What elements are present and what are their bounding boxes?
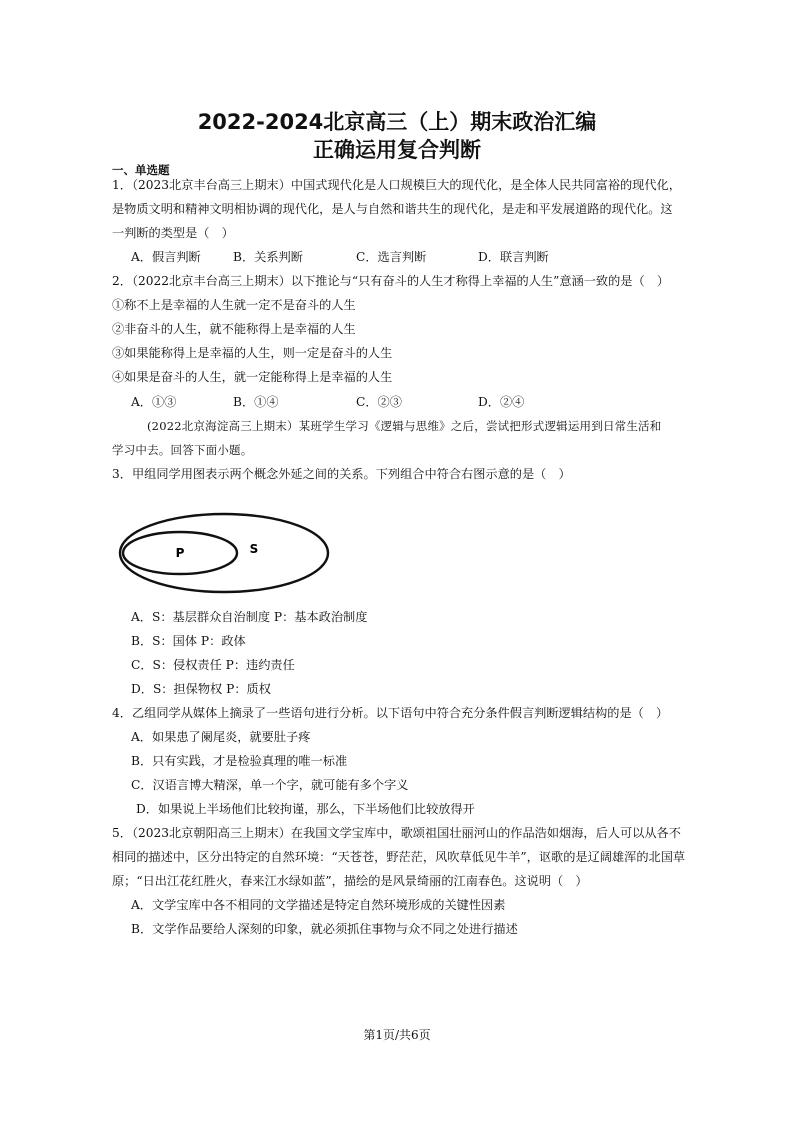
q2-item-1: ①称不上是幸福的人生就一定不是奋斗的人生: [112, 298, 356, 312]
q4-option-c: C．汉语言博大精深，单一个字，就可能有多个字义: [131, 778, 409, 792]
q2-option-d: D．②④: [478, 395, 525, 409]
q1-line-3: 一判断的类型是（ ）: [112, 226, 234, 240]
q5-option-a: A．文学宝库中各不相同的文学描述是特定自然环境形成的关键性因素: [131, 898, 506, 912]
q4-option-b: B．只有实践，才是检验真理的唯一标准: [131, 754, 348, 768]
q3-option-c: C．S：侵权责任 P：违约责任: [131, 658, 295, 672]
q1-option-b: B．关系判断: [233, 250, 303, 264]
q2-option-a: A．①③: [131, 395, 177, 409]
q2-item-4: ④如果是奋斗的人生，就一定能称得上是幸福的人生: [112, 370, 393, 384]
document-subtitle: 正确运用复合判断: [313, 138, 481, 162]
material-intro-line-1: (2022北京海淀高三上期末）某班学生学习《逻辑与思维》之后，尝试把形式逻辑运用到日常生活和: [147, 419, 662, 433]
q2-option-c: C．②③: [356, 395, 402, 409]
q1-option-d: D．联言判断: [478, 250, 549, 264]
q3-option-a: A．S：基层群众自治制度 P：基本政治制度: [131, 610, 368, 624]
q3-stem: 3．甲组同学用图表示两个概念外延之间的关系。下列组合中符合右图示意的是（ ）: [112, 467, 571, 481]
document-title: 2022-2024北京高三（上）期末政治汇编: [197, 110, 597, 134]
q5-line-2: 相同的描述中，区分出特定的自然环境：“天苍苍，野茫茫，风吹草低见牛羊”，讴歌的是辽阔雄浑的北国草: [112, 850, 686, 864]
label-p: P: [175, 546, 185, 560]
q2-item-3: ③如果能称得上是幸福的人生，则一定是奋斗的人生: [112, 346, 393, 360]
q1-line-1: 1．（2023北京丰台高三上期末）中国式现代化是人口规模巨大的现代化，是全体人民共同富裕的现代化，: [112, 178, 681, 192]
q1-option-a: A．假言判断: [131, 250, 201, 264]
q5-line-3: 原；“日出江花红胜火，春来江水绿如蓝”，描绘的是风景绮丽的江南春色。这说明（ ）: [112, 874, 588, 888]
q2-stem: 2．（2022北京丰台高三上期末）以下推论与“只有奋斗的人生才称得上幸福的人生”意涵一致的是（ ）: [112, 274, 670, 288]
section-heading: 一、单选题: [112, 163, 170, 177]
material-intro-line-2: 学习中去。回答下面小题。: [112, 443, 253, 457]
page-footer: 第1页/共6页: [363, 1028, 431, 1042]
q3-option-d: D．S：担保物权 P：质权: [131, 682, 271, 696]
label-s: S: [249, 542, 259, 556]
q4-option-a: A．如果患了阑尾炎，就要肚子疼: [131, 730, 311, 744]
q1-option-c: C．选言判断: [356, 250, 427, 264]
q3-option-b: B．S：国体 P：政体: [131, 634, 246, 648]
q4-option-d: D．如果说上半场他们比较拘谨，那么，下半场他们比较放得开: [136, 802, 475, 816]
q5-option-b: B．文学作品要给人深刻的印象，就必须抓住事物与众不同之处进行描述: [131, 922, 518, 936]
outer-ellipse-s: [120, 514, 328, 592]
concept-venn-diagram: [118, 512, 338, 594]
q4-stem: 4．乙组同学从媒体上摘录了一些语句进行分析。以下语句中符合充分条件假言判断逻辑结构的是（ ）: [112, 706, 669, 720]
q5-line-1: 5．（2023北京朝阳高三上期末）在我国文学宝库中，歌颂祖国壮丽河山的作品浩如烟海，后人可以从各不: [112, 826, 681, 840]
q1-line-2: 是物质文明和精神文明相协调的现代化，是人与自然和谐共生的现代化，是走和平发展道路的现代化。这: [112, 202, 673, 216]
q2-item-2: ②非奋斗的人生，就不能称得上是幸福的人生: [112, 322, 356, 336]
q2-option-b: B．①④: [233, 395, 279, 409]
